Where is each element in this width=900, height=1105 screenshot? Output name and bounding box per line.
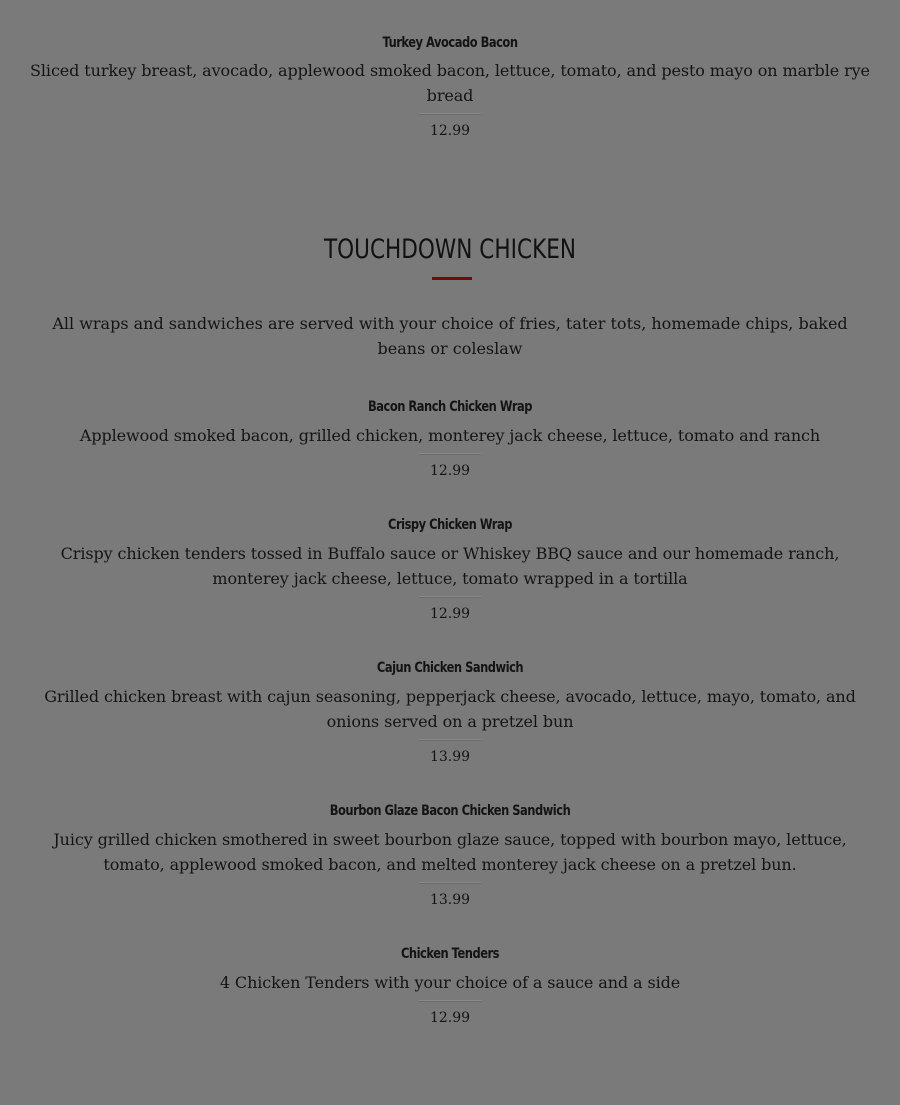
price-block bbox=[0, 882, 900, 910]
menu-item-price: 13.99 bbox=[429, 749, 471, 765]
price-divider bbox=[419, 1000, 481, 1002]
menu-item-bourbon-glaze-bacon-chicken-sandwich bbox=[0, 801, 900, 910]
menu-item-price: 12.99 bbox=[429, 463, 471, 479]
price-divider bbox=[419, 739, 481, 741]
price-block bbox=[0, 596, 900, 624]
menu-item-crispy-chicken-wrap bbox=[0, 515, 900, 624]
price-divider bbox=[419, 453, 481, 455]
section-note: All wraps and sandwiches are served with your choice of fries, tater tots, homemade chips, baked beans or coleslaw bbox=[52, 314, 848, 358]
menu-item-description: Grilled chicken breast with cajun seasoning, pepperjack cheese, avocado, lettuce, mayo, tomato, and onions served on a pretzel bun bbox=[44, 687, 856, 731]
menu-item-price: 12.99 bbox=[429, 123, 471, 139]
menu-item-name: Crispy Chicken Wrap bbox=[388, 517, 512, 533]
menu-item-price: 12.99 bbox=[429, 1010, 471, 1026]
menu-item-chicken-tenders bbox=[0, 944, 900, 1028]
menu-item-description: Juicy grilled chicken smothered in sweet bourbon glaze sauce, topped with bourbon mayo, lettuce, tomato, applewood smoked bacon, and melted monterey jack cheese on a pretzel bun. bbox=[53, 830, 847, 874]
price-divider bbox=[419, 113, 481, 115]
menu-item-name: Cajun Chicken Sandwich bbox=[376, 660, 524, 676]
price-block bbox=[0, 453, 900, 481]
menu-item-turkey-avocado-bacon bbox=[0, 33, 900, 141]
price-divider bbox=[419, 882, 481, 884]
price-block bbox=[0, 1000, 900, 1028]
price-block bbox=[0, 739, 900, 767]
menu-item-description: Crispy chicken tenders tossed in Buffalo sauce or Whiskey BBQ sauce and our homemade ranch, monterey jack cheese, lettuce, tomato wrapped in a tortilla bbox=[60, 544, 840, 588]
menu-item-description: Applewood smoked bacon, grilled chicken, monterey jack cheese, lettuce, tomato and ranch bbox=[79, 426, 821, 445]
menu-item-name: Chicken Tenders bbox=[400, 946, 500, 962]
menu-item-cajun-chicken-sandwich bbox=[0, 658, 900, 767]
menu-item-description: 4 Chicken Tenders with your choice of a sauce and a side bbox=[219, 973, 681, 992]
section-title: TOUCHDOWN CHICKEN bbox=[323, 234, 577, 265]
menu-item-name: Bacon Ranch Chicken Wrap bbox=[368, 399, 532, 415]
price-block bbox=[0, 113, 900, 141]
menu-item-name: Bourbon Glaze Bacon Chicken Sandwich bbox=[329, 803, 571, 819]
section-underline bbox=[432, 277, 472, 280]
menu-item-price: 12.99 bbox=[429, 606, 471, 622]
price-divider bbox=[419, 596, 481, 598]
menu-item-price: 13.99 bbox=[429, 892, 471, 908]
menu-item-name: Turkey Avocado Bacon bbox=[382, 35, 518, 51]
menu-item-bacon-ranch-chicken-wrap bbox=[0, 397, 900, 481]
menu-item-description: Sliced turkey breast, avocado, applewood smoked bacon, lettuce, tomato, and pesto mayo on marble rye bread bbox=[30, 61, 870, 105]
